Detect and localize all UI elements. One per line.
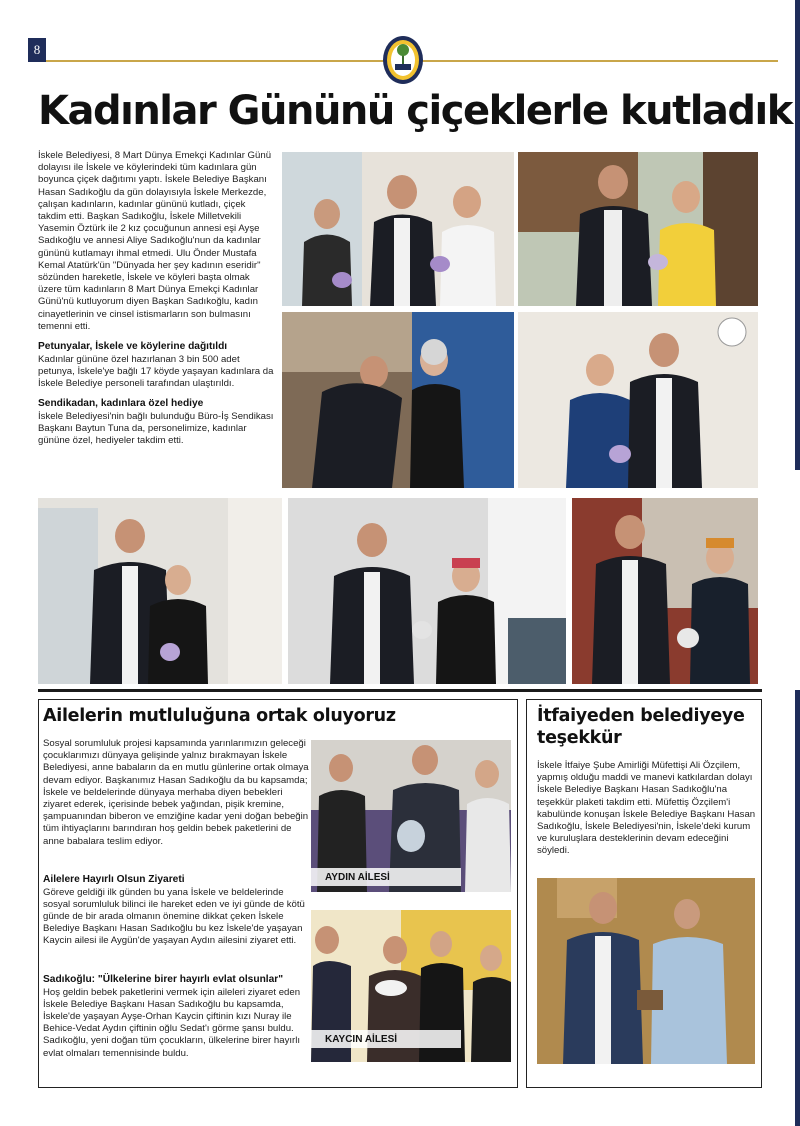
photo-mayor-with-staff-woman <box>518 312 758 488</box>
photo-aydin-family <box>311 740 511 892</box>
fire-article <box>526 699 762 1088</box>
page-edge-bar-lower <box>795 690 800 1126</box>
families-quote-section <box>43 974 309 1060</box>
intro-column <box>38 150 276 447</box>
municipality-logo <box>381 34 425 86</box>
photo-office-visit-1 <box>38 498 282 684</box>
page-edge-bar <box>795 0 800 470</box>
families-title: Ailelerin mutluluğuna ortak oluyoruz <box>43 706 396 726</box>
intro-paragraph: İskele Belediyesi, 8 Mart Dünya Emekçi Kadınlar Günü dolayısı ile İskele ve köylerindeki tüm kadınlara gün boyunca çiçek dağıtımı yaptı. İskele Belediye Başkanı Hasan Sadıkoğlu da gün dolayısıyla İskele Merkezde, çalışan kadınların, kadınlar gününü kutladı, çiçek takdim etti. Başkan Sadıkoğlu, İskele Milletvekili Yasemin Öztürk ile 2 kız çocuğunun annesi eşi Ayşe Sadıkoğlu ve annesi Aliye Sadıkoğlu'nun da kadınlar gününü kutlamayı ihmal etmedi. Ulu Önder Mustafa Kemal Atatürk'ün "Dünyada her şey kadının eseridir" sözünden hareketle, İskele ve köyleri başta olmak üzere tüm kadınların 8 Mart Dünya Emekçi Kadınlar Günü'nü kutluyorum diyen Başkan Sadıkoğlu, kadın cinayetlerinin ve cinsel istismarların son bulmasını temenni etti. <box>38 150 272 332</box>
intro-petunias-text: Kadınlar gününe özel hazırlanan 3 bin 500 adet petunya, İskele'ye bağlı 17 köyde yaşayan kadınlara da İskele Belediye personeli tarafından ulaştırıldı. <box>38 353 274 389</box>
section-divider <box>38 689 762 692</box>
photo-canteen-visit <box>572 498 758 684</box>
families-quote-heading: Sadıkoğlu: "Ülkelerine birer hayırlı evlat olsunlar" <box>43 974 284 985</box>
intro-subheading-union: Sendikadan, kadınlara özel hediye <box>38 398 204 410</box>
page-number-text: 8 <box>33 42 41 57</box>
page-number <box>28 38 46 62</box>
photo-plaque-presentation <box>537 878 755 1064</box>
photo-mayor-with-mp <box>282 152 514 306</box>
caption-aydin: AYDIN AİLESİ <box>311 868 461 886</box>
photo-kaycin-family <box>311 910 511 1062</box>
fire-text: İskele İtfaiye Şube Amirliği Müfettişi Ali Özçilem, yapmış olduğu maddi ve manevi katkılardan dolayı İskele Belediye Başkanı Hasan Sadıkoğlu'na teşekkür plaketi takdim etti. Müfettiş Özçilem'i kabulünde konuşan İskele Belediye Başkanı Hasan Sadıkoğlu, İskele Belediyesi'nin, İskele'deki kurum ve kuruluşlara desteklerinin devam edeceğini söyledi. <box>537 760 756 857</box>
photo-office-visit-2 <box>288 498 566 684</box>
photo-mayor-kisses-hand <box>282 312 514 488</box>
caption-kaycin: KAYCIN AİLESİ <box>311 1030 461 1048</box>
intro-union-text: İskele Belediyesi'nin bağlı bulunduğu Büro-İş Sendikası Başkanı Baytun Tuna da, personelimize, kadınlar gününe özel, hediyeler takdim etti. <box>38 410 274 447</box>
intro-subheading-petunias: Petunyalar, İskele ve köylerine dağıtıldı <box>38 341 228 353</box>
fire-title: İtfaiyeden belediyeye teşekkür <box>537 706 745 748</box>
families-intro-text: Sosyal sorumluluk projesi kapsamında yarınlarımızın geleceği çocuklarımızı dünyaya gelişinde yalnız bırakmayan İskele Belediyesi, anne babaların da en mutlu günlerine ortak olmaya devam ediyor. Başkanımız Hasan Sadıkoğlu da bu kapsamda; İskele ve beldelerinde dünyaya merhaba diyen bebekleri ziyaret ederek, içerisinde bebek yağından, pişik kremine, şampuanından biberon ve emziğine kadar yeni doğan bebeğin tüm ihtiyaçlarını barındıran hoş geldin bebek paketlerini de anne babalara teslim ediyor. <box>43 738 309 847</box>
photo-mayor-with-wife <box>518 152 758 306</box>
families-visit-text: Göreve geldiği ilk günden bu yana İskele ve beldelerinde sosyal sorumluluk bilinci ile hareket eden ve iyi günde de kötü günde de bir arada olmanın önemine dikkat çeken İskele Belediye Başkanı Hasan Sadıkoğlu bu kez İskele'de yaşayan Kaycin ailesi ile Aygün'de yaşayan Aydın ailesini ziyaret etti. <box>43 886 305 947</box>
families-quote-text: Hoş geldin bebek paketlerini vermek için aileleri ziyaret eden İskele Belediye Başkanı Hasan Sadıkoğlu bu kapsamda, İskele'de yaşayan Ayşe-Orhan Kaycin çiftinin kızı Nuray ile Behice-Vedat Aydın çiftinin oğlu Sedat'ı görme şansı buldu. Sadıkoğlu, yeni doğan tüm çocukların, ülkelerine birer hayırlı evlat olmaları temennisinde buldu. <box>43 986 301 1059</box>
families-article <box>38 699 518 1088</box>
families-visit-heading: Ailelere Hayırlı Olsun Ziyareti <box>43 874 185 885</box>
article-headline: Kadınlar Gününü çiçeklerle kutladık <box>38 88 792 134</box>
